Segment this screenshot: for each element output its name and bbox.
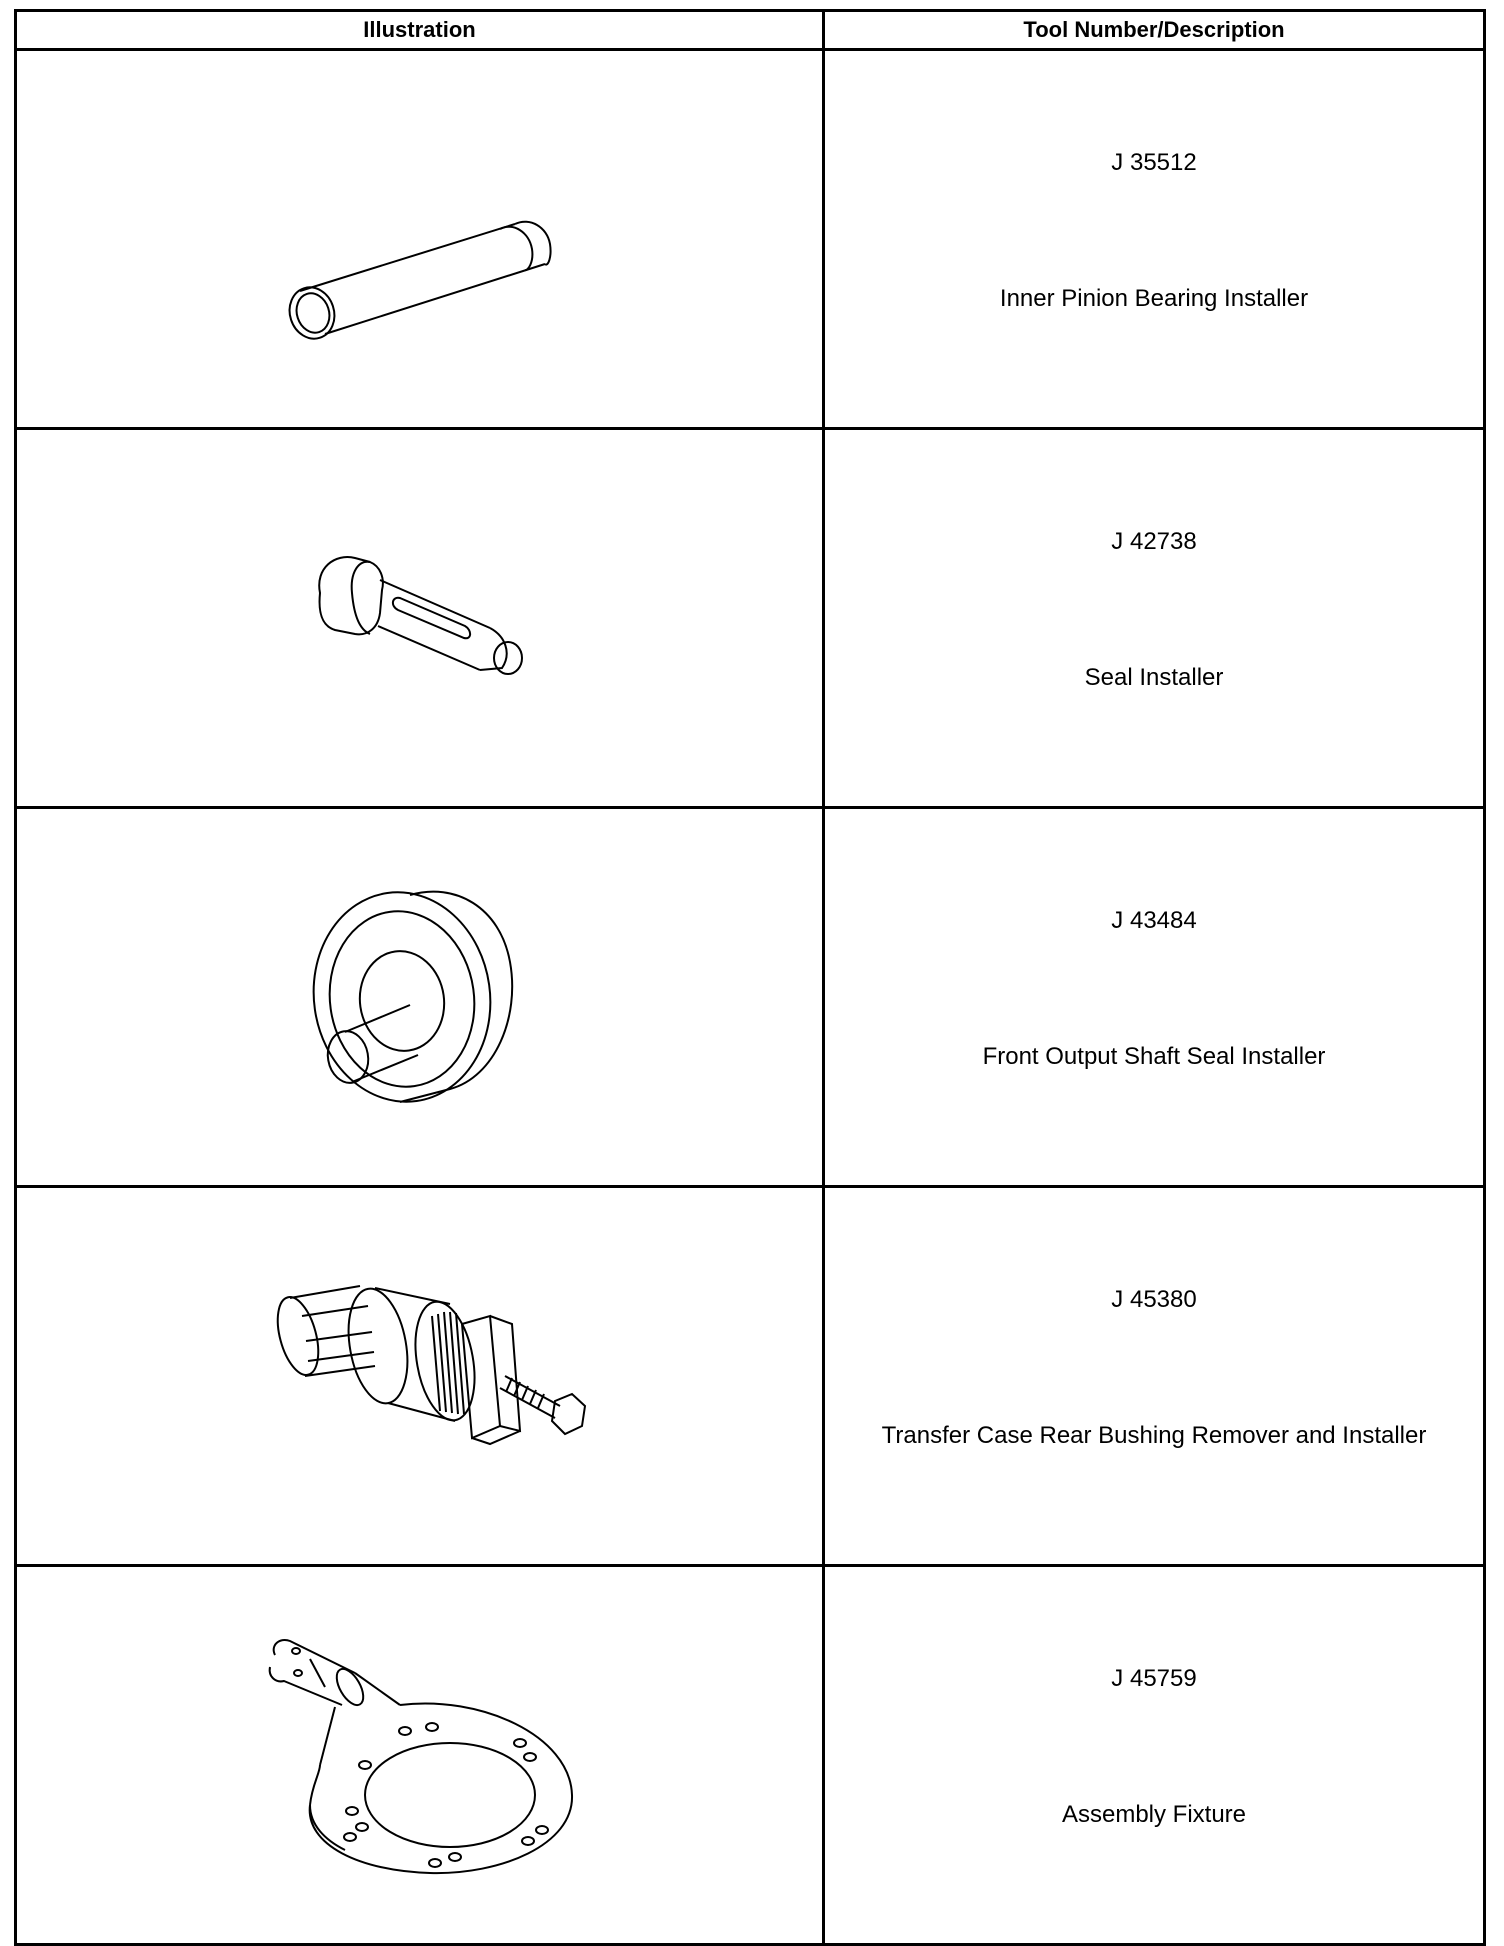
table-row bbox=[16, 1566, 1485, 1945]
tool-number: J 45380 bbox=[1111, 1286, 1197, 1313]
shaft-seal-installer-icon bbox=[290, 877, 550, 1117]
illustration-cell bbox=[16, 1187, 824, 1566]
tool-description: Front Output Shaft Seal Installer bbox=[982, 1043, 1326, 1070]
tool-number: J 42738 bbox=[1111, 528, 1197, 555]
seal-installer-icon bbox=[290, 518, 550, 718]
illustration-cell bbox=[16, 429, 824, 808]
special-tools-table bbox=[14, 9, 1486, 1946]
tool-number: J 43484 bbox=[1111, 907, 1197, 934]
tool-description-cell bbox=[824, 808, 1485, 1187]
tube-installer-icon bbox=[255, 129, 585, 349]
illustration-cell bbox=[16, 1566, 824, 1945]
table-row bbox=[16, 429, 1485, 808]
table-header-row bbox=[16, 11, 1485, 50]
assembly-fixture-icon bbox=[250, 1625, 590, 1885]
header-illustration: Illustration bbox=[16, 11, 824, 50]
tool-description: Seal Installer bbox=[1084, 664, 1224, 691]
tool-description-cell bbox=[824, 1566, 1485, 1945]
tool-number: J 35512 bbox=[1111, 149, 1197, 176]
table-row bbox=[16, 808, 1485, 1187]
tool-description: Transfer Case Rear Bushing Remover and Installer bbox=[881, 1422, 1427, 1449]
tool-description-cell bbox=[824, 50, 1485, 429]
tool-description: Assembly Fixture bbox=[1061, 1801, 1247, 1828]
table-row bbox=[16, 1187, 1485, 1566]
tool-description-cell bbox=[824, 1187, 1485, 1566]
illustration-cell bbox=[16, 808, 824, 1187]
bushing-remover-icon bbox=[250, 1266, 590, 1486]
tool-description: Inner Pinion Bearing Installer bbox=[999, 285, 1309, 312]
illustration-cell bbox=[16, 50, 824, 429]
tool-number: J 45759 bbox=[1111, 1665, 1197, 1692]
tool-description-cell bbox=[824, 429, 1485, 808]
table-row bbox=[16, 50, 1485, 429]
header-tool-number-description: Tool Number/Description bbox=[824, 11, 1485, 50]
